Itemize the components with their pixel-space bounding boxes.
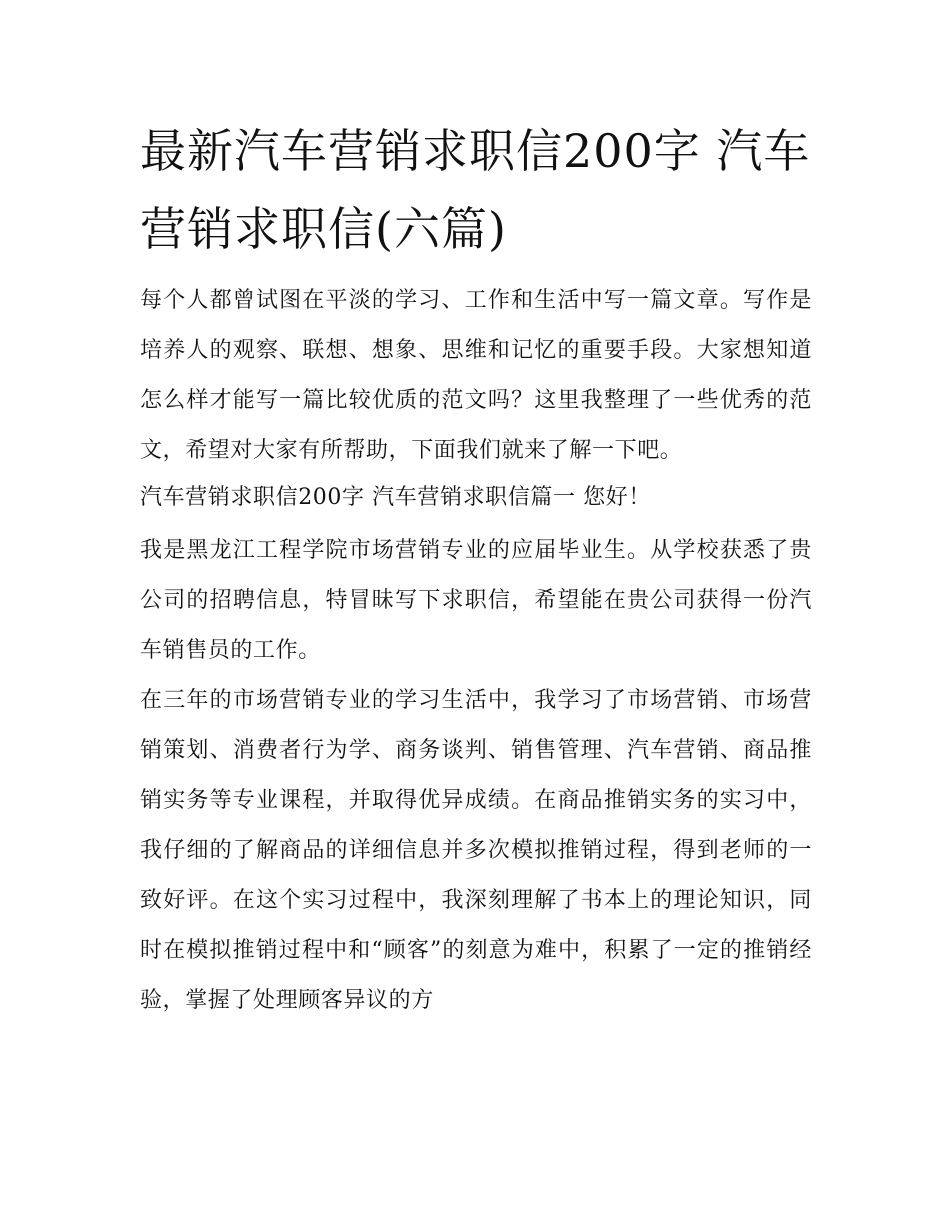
document-title: 最新汽车营销求职信200字 汽车营销求职信(六篇) [140,124,811,256]
section-heading-paragraph: 汽车营销求职信200字 汽车营销求职信篇一 您好！ [140,485,651,510]
body-paragraph: 我是黑龙江工程学院市场营销专业的应届毕业生。从学校获悉了贵公司的招聘信息，特冒昧写下求职信，希望能在贵公司获得一份汽车销售员的工作。 [140,538,812,663]
intro-paragraph: 每个人都曾试图在平淡的学习、工作和生活中写一篇文章。写作是培养人的观察、联想、想象、思维和记忆的重要手段。大家想知道怎么样才能写一篇比较优质的范文吗？这里我整理了一些优秀的范文，希望对大家有所帮助，下面我们就来了解一下吧。 [140,288,812,463]
body-paragraph: 在三年的市场营销专业的学习生活中，我学习了市场营销、市场营销策划、消费者行为学、商务谈判、销售管理、汽车营销、商品推销实务等专业课程，并取得优异成绩。在商品推销实务的实习中，我仔细的了解商品的详细信息并多次模拟推销过程，得到老师的一致好评。在这个实习过程中，我深刻理解了书本上的理论知识，同时在模拟推销过程中和“顾客”的刻意为难中，积累了一定的推销经验，掌握了处理顾客异议的方 [140,688,812,1013]
document-body [140,276,812,1026]
